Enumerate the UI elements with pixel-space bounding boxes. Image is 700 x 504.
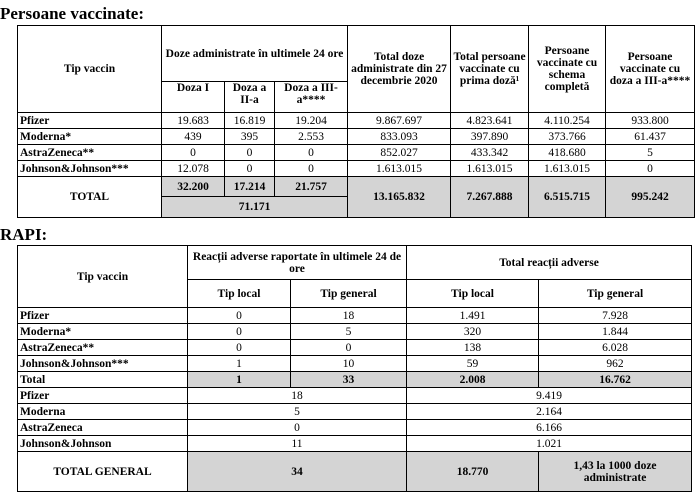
cell: 1 [188,356,291,372]
cell: 4.823.641 [451,113,529,129]
total-prima: 7.267.888 [451,177,529,218]
rapi-section-title: RAPI: [0,225,48,244]
cell: 933.800 [606,113,695,129]
total-cell: 16.762 [539,372,692,388]
header-general-24h: Tip general [291,280,407,308]
header-local-total: Tip local [407,280,539,308]
cell: 4.110.254 [529,113,606,129]
cell: 9.419 [407,388,692,404]
total-completa: 6.515.715 [529,177,606,218]
row-label: Johnson&Johnson*** [18,356,188,372]
total-24h-sum: 71.171 [162,197,348,218]
header-tip-vaccin: Tip vaccin [18,246,188,308]
cell: 138 [407,340,539,356]
total-general-label: TOTAL GENERAL [18,452,188,492]
row-label: AstraZeneca [18,420,188,436]
cell: 433.342 [451,145,529,161]
header-doze-24h: Doze administrate în ultimele 24 ore [162,26,348,82]
cell: 59 [407,356,539,372]
row-label: AstraZeneca** [18,340,188,356]
cell: 12.078 [162,161,225,177]
cell: 18 [188,388,407,404]
cell: 833.093 [348,129,451,145]
cell: 1.021 [407,436,692,452]
cell: 0 [275,145,348,161]
header-reactii-24h: Reacții adverse raportate în ultimele 24 de ore [188,246,407,280]
total-d3: 21.757 [275,177,348,197]
cell: 0 [188,420,407,436]
total-general-total: 18.770 [407,452,539,492]
table-row [18,113,695,129]
table-row [18,129,695,145]
cell: 0 [188,308,291,324]
cell: 10 [291,356,407,372]
cell: 418.680 [529,145,606,161]
cell: 1.844 [539,324,692,340]
cell: 0 [225,161,275,177]
cell: 0 [291,340,407,356]
cell: 1.491 [407,308,539,324]
cell: 5 [606,145,695,161]
cell: 0 [606,161,695,177]
table-row [18,404,692,420]
cell: 1.613.015 [348,161,451,177]
total-d2: 17.214 [225,177,275,197]
cell: 19.204 [275,113,348,129]
rapi-table [17,245,692,492]
row-label: Moderna [18,404,188,420]
cell: 5 [291,324,407,340]
vaccinated-table [17,25,695,218]
cell: 1.613.015 [529,161,606,177]
header-doza-2: Doza a II-a [225,82,275,113]
row-label: Pfizer [18,308,188,324]
cell: 0 [188,340,291,356]
table-row [18,324,692,340]
header-doza-3-24h: Doza a III-a**** [275,82,348,113]
total-cell: 33 [291,372,407,388]
cell: 5 [188,404,407,420]
cell: 395 [225,129,275,145]
cell: 9.867.697 [348,113,451,129]
row-label: Johnson&Johnson*** [18,161,162,177]
cell: 61.437 [606,129,695,145]
header-general-total: Tip general [539,280,692,308]
table-row [18,161,695,177]
total-label: TOTAL [18,177,162,218]
total-cell: 2.008 [407,372,539,388]
table-row [18,145,695,161]
header-schema-completa: Persoane vaccinate cu schema completă [529,26,606,113]
cell: 397.890 [451,129,529,145]
header-local-24h: Tip local [188,280,291,308]
cell: 852.027 [348,145,451,161]
cell: 439 [162,129,225,145]
header-tip-vaccin: Tip vaccin [18,26,162,113]
header-total-reactii: Total reacții adverse [407,246,692,280]
total-general-24h: 34 [188,452,407,492]
table-row [18,436,692,452]
total-general-row [18,452,692,492]
header-doza-1: Doza I [162,82,225,113]
row-label: Johnson&Johnson [18,436,188,452]
cell: 962 [539,356,692,372]
cell: 11 [188,436,407,452]
total-row [18,177,695,197]
vaccinated-section-title: Persoane vaccinate: [0,4,144,23]
header-prima-doza: Total persoane vaccinate cu prima doză¹ [451,26,529,113]
total-row [18,372,692,388]
cell: 2.553 [275,129,348,145]
total-d1: 32.200 [162,177,225,197]
header-total-doze: Total doze administrate din 27 decembrie 2020 [348,26,451,113]
row-label: AstraZeneca** [18,145,162,161]
total-cell: 1 [188,372,291,388]
total-general-rate: 1,43 la 1000 doze administrate [539,452,692,492]
cell: 18 [291,308,407,324]
cell: 373.766 [529,129,606,145]
total-label: Total [18,372,188,388]
cell: 6.028 [539,340,692,356]
cell: 0 [162,145,225,161]
cell: 320 [407,324,539,340]
total-a3: 995.242 [606,177,695,218]
table-row [18,420,692,436]
row-label: Pfizer [18,113,162,129]
cell: 0 [275,161,348,177]
row-label: Pfizer [18,388,188,404]
cell: 19.683 [162,113,225,129]
cell: 2.164 [407,404,692,420]
cell: 0 [225,145,275,161]
table-row [18,356,692,372]
table-row [18,340,692,356]
header-doza-3: Persoane vaccinate cu doza a III-a**** [606,26,695,113]
row-label: Moderna* [18,129,162,145]
cell: 16.819 [225,113,275,129]
cell: 7.928 [539,308,692,324]
row-label: Moderna* [18,324,188,340]
table-row [18,388,692,404]
cell: 6.166 [407,420,692,436]
cell: 1.613.015 [451,161,529,177]
cell: 0 [188,324,291,340]
table-row [18,308,692,324]
total-doze: 13.165.832 [348,177,451,218]
